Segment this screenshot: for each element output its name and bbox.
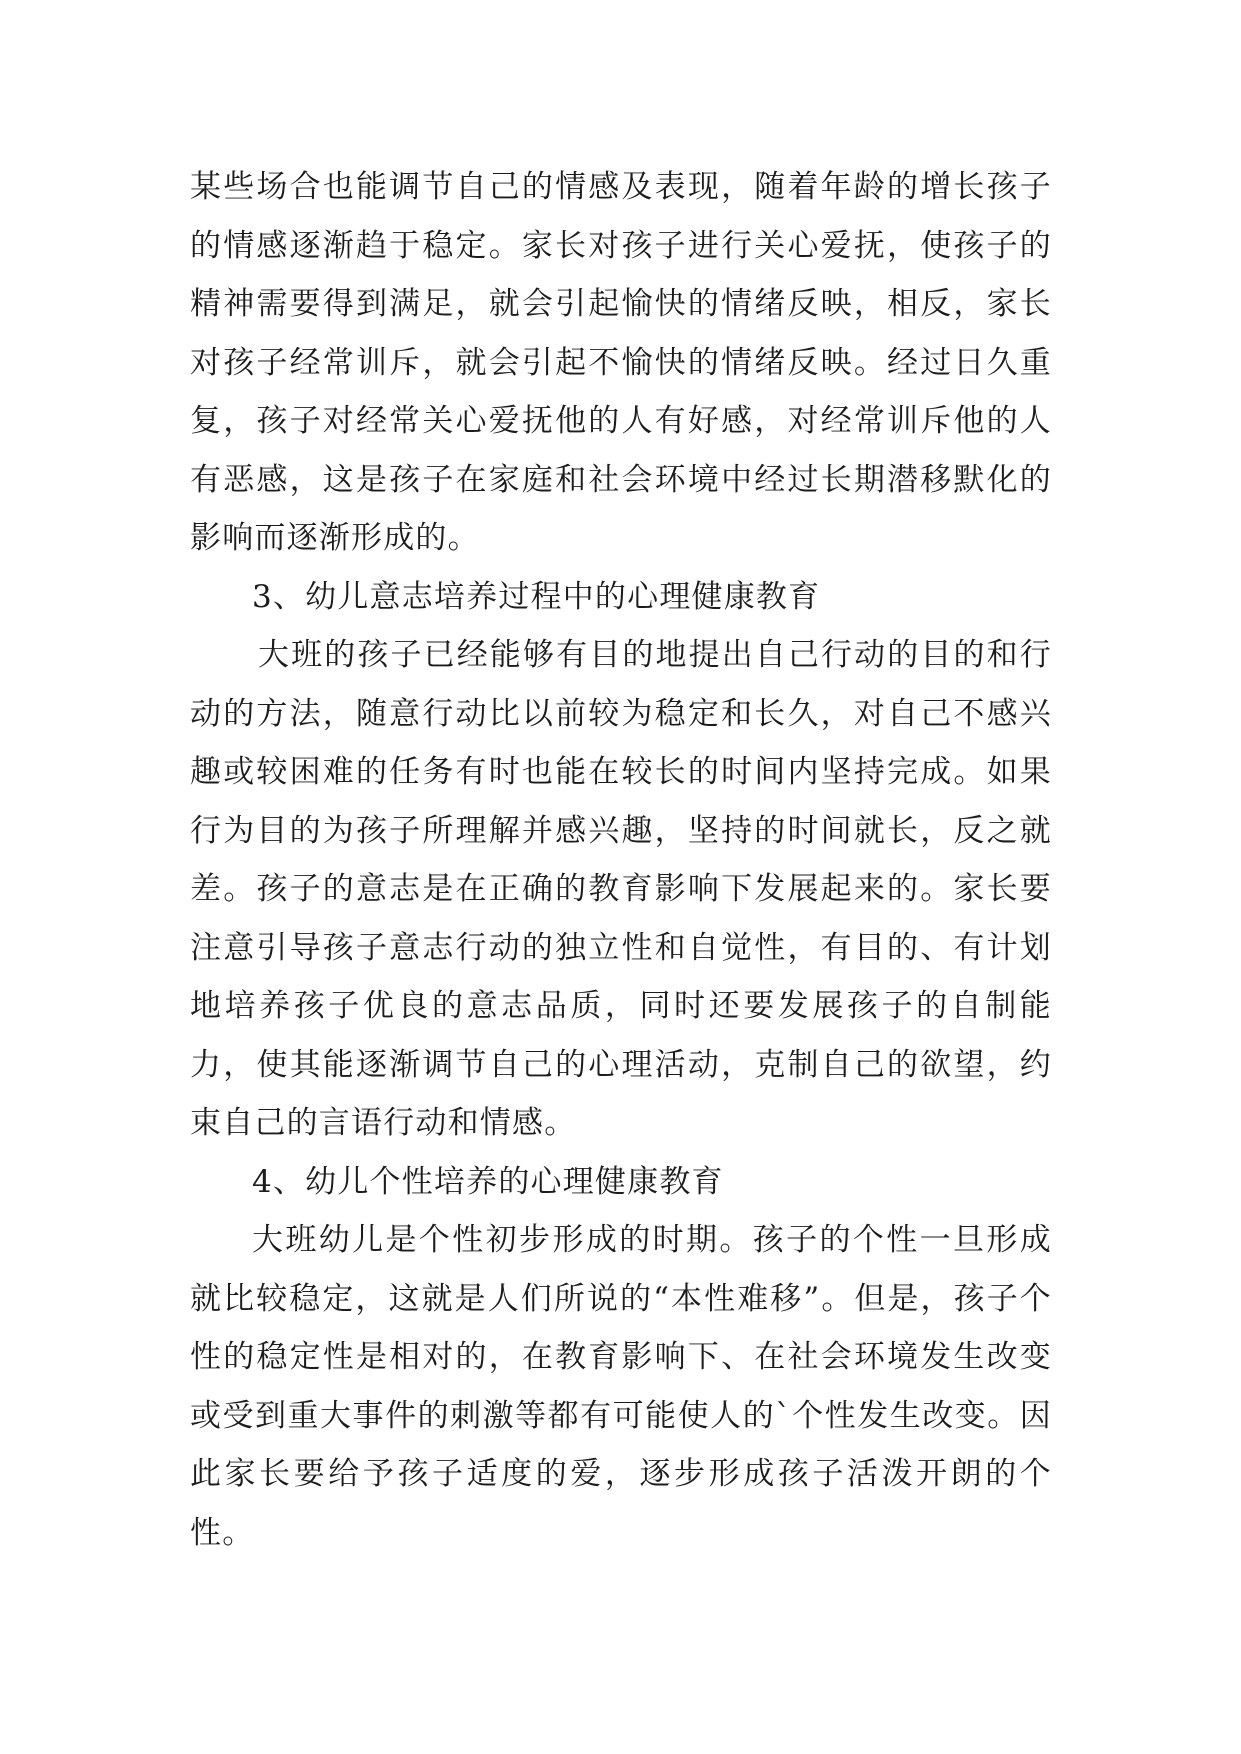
section-heading-4: 4、幼儿个性培养的心理健康教育 bbox=[252, 1163, 724, 1200]
body-paragraph-3: 大班幼儿是个性初步形成的时期。孩子的个性一旦形成就比较稳定，这就是人们所说的“本性难移”。但是，孩子个性的稳定性是相对的，在教育影响下、在社会环境发生改变或受到重大事件的刺激等都有可能使人的`个性发生改变。因此家长要给予孩子适度的爱，逐步形成孩子活泼开朗的个性。 bbox=[190, 1222, 1052, 1551]
body-paragraph-2: 大班的孩子已经能够有目的地提出自己行动的目的和行动的方法，随意行动比以前较为稳定和长久，对自己不感兴趣或较困难的任务有时也能在较长的时间内坚持完成。如果行为目的为孩子所理解并感兴趣，坚持的时间就长，反之就差。孩子的意志是在正确的教育影响下发展起来的。家长要注意引导孩子意志行动的独立性和自觉性，有目的、有计划地培养孩子优良的意志品质，同时还要发展孩子的自制能力，使其能逐渐调节自己的心理活动，克制自己的欲望，约束自己的言语行动和情感。 bbox=[190, 637, 1052, 1141]
body-paragraph-1: 某些场合也能调节自己的情感及表现，随着年龄的增长孩子的情感逐渐趋于稳定。家长对孩子进行关心爱抚，使孩子的精神需要得到满足，就会引起愉快的情绪反映，相反，家长对孩子经常训斥，就会引起不愉快的情绪反映。经过日久重复，孩子对经常关心爱抚他的人有好感，对经常训斥他的人有恶感，这是孩子在家庭和社会环境中经过长期潜移默化的影响而逐渐形成的。 bbox=[190, 169, 1052, 556]
section-heading-3: 3、幼儿意志培养过程中的心理健康教育 bbox=[252, 578, 821, 615]
document-page bbox=[190, 158, 1052, 1562]
